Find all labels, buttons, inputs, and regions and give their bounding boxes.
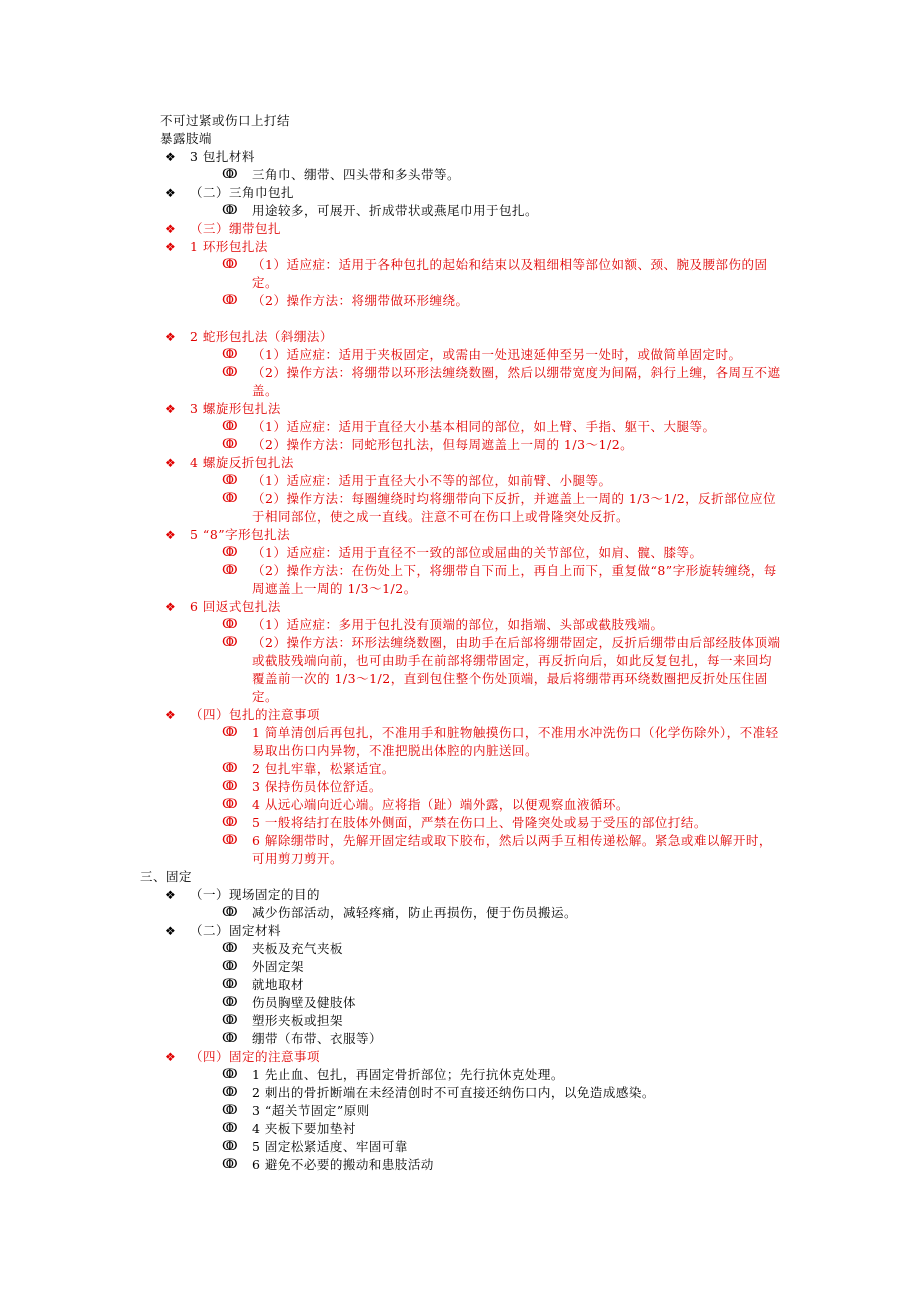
- line-text: 2 包扎牢靠，松紧适宜。: [252, 761, 395, 776]
- curl-bullet-icon: ↂ: [222, 995, 238, 1010]
- outline-item-level2: [0, 202, 920, 220]
- line-text: 1 简单清创后再包扎，不准用手和脏物触摸伤口，不准用水冲洗伤口（化学伤除外），不准轻易取出伤口内异物，不准把脱出体腔的内脏送回。: [252, 725, 779, 758]
- curl-bullet-icon: ↂ: [222, 761, 238, 776]
- line-text: （四）固定的注意事项: [190, 1049, 321, 1064]
- line-text: （2）操作方法：环形法缠绕数圈，由助手在后部将绷带固定，反折后绷带由后部经肢体顶端或截肢残端向前，也可由助手在前部将绷带固定，再反折向后，如此反复包扎，每一来回均覆盖前一次的 1/3～1/2，直到包住整个伤处顶端，最后将绷带再环绕数圈把反折处压住固定。: [252, 635, 781, 704]
- plain-line: [0, 130, 920, 148]
- outline-item-level2: [0, 490, 920, 526]
- curl-bullet-icon: ↂ: [222, 257, 238, 272]
- curl-bullet-icon: ↂ: [222, 1031, 238, 1046]
- line-text: （2）操作方法：每圈缠绕时均将绷带向下反折，并遮盖上一周的 1/3～1/2，反折部位应位于相同部位，使之成一直线。注意不可在伤口上或骨隆突处反折。: [252, 491, 777, 524]
- line-text: 3 包扎材料: [190, 149, 255, 164]
- curl-bullet-icon: ↂ: [222, 293, 238, 308]
- outline-item-level2: [0, 760, 920, 778]
- line-text: 5 一般将结打在肢体外侧面，严禁在伤口上、骨隆突处或易于受压的部位打结。: [252, 815, 707, 830]
- line-text: 用途较多，可展开、折成带状或燕尾巾用于包扎。: [252, 203, 539, 218]
- outline-item-level2: [0, 958, 920, 976]
- outline-item-level2: [0, 418, 920, 436]
- curl-bullet-icon: ↂ: [222, 905, 238, 920]
- outline-item-level1: [0, 1048, 920, 1066]
- curl-bullet-icon: ↂ: [222, 1157, 238, 1172]
- outline-item-level2: [0, 256, 920, 292]
- outline-item-level2: [0, 1120, 920, 1138]
- line-text: （一）现场固定的目的: [190, 887, 321, 902]
- line-text: （1）适应症：适用于直径大小不等的部位，如前臂、小腿等。: [252, 473, 612, 488]
- line-text: （2）操作方法：将绷带以环形法缠绕数圈，然后以绷带宽度为间隔，斜行上缠，各周互不遮盖。: [252, 365, 781, 398]
- line-text: 3 螺旋形包扎法: [190, 401, 281, 416]
- diamond-bullet-icon: ❖: [165, 924, 176, 938]
- diamond-bullet-icon: ❖: [165, 708, 176, 722]
- diamond-bullet-icon: ❖: [165, 1050, 176, 1064]
- outline-item-level2: [0, 292, 920, 310]
- outline-item-level1: [0, 328, 920, 346]
- line-text: 2 刺出的骨折断端在未经清创时不可直接还纳伤口内，以免造成感染。: [252, 1085, 655, 1100]
- line-text: 6 避免不必要的搬动和患肢活动: [252, 1157, 434, 1172]
- outline-item-level2: [0, 832, 920, 868]
- curl-bullet-icon: ↂ: [222, 635, 238, 650]
- curl-bullet-icon: ↂ: [222, 1085, 238, 1100]
- line-text: 夹板及充气夹板: [252, 941, 344, 956]
- curl-bullet-icon: ↂ: [222, 1013, 238, 1028]
- line-text: （1）适应症：适用于夹板固定，或需由一处迅速延伸至另一处时，或做简单固定时。: [252, 347, 742, 362]
- curl-bullet-icon: ↂ: [222, 815, 238, 830]
- outline-item-level2: [0, 778, 920, 796]
- outline-item-level2: [0, 1156, 920, 1174]
- outline-item-level2: [0, 904, 920, 922]
- curl-bullet-icon: ↂ: [222, 833, 238, 848]
- section-heading: [0, 868, 920, 886]
- diamond-bullet-icon: ❖: [165, 240, 176, 254]
- outline-item-level1: [0, 400, 920, 418]
- outline-item-level1: [0, 598, 920, 616]
- outline-item-level2: [0, 940, 920, 958]
- curl-bullet-icon: ↂ: [222, 941, 238, 956]
- line-text: 3 “超关节固定”原则: [252, 1103, 370, 1118]
- line-text: （二）固定材料: [190, 923, 282, 938]
- outline-item-level2: [0, 724, 920, 760]
- plain-line: [0, 112, 920, 130]
- curl-bullet-icon: ↂ: [222, 1103, 238, 1118]
- outline-item-level2: [0, 166, 920, 184]
- curl-bullet-icon: ↂ: [222, 365, 238, 380]
- curl-bullet-icon: ↂ: [222, 347, 238, 362]
- curl-bullet-icon: ↂ: [222, 977, 238, 992]
- outline-item-level1: [0, 184, 920, 202]
- outline-item-level2: [0, 634, 920, 706]
- line-text: （1）适应症：适用于直径大小基本相同的部位，如上臂、手指、躯干、大腿等。: [252, 419, 716, 434]
- outline-item-level2: [0, 1030, 920, 1048]
- outline-item-level2: [0, 814, 920, 832]
- line-text: （三）绷带包扎: [190, 221, 282, 236]
- line-text: 4 从远心端向近心端。应将指（趾）端外露，以便观察血液循环。: [252, 797, 629, 812]
- outline-item-level2: [0, 1066, 920, 1084]
- outline-item-level2: [0, 976, 920, 994]
- line-text: 不可过紧或伤口上打结: [160, 113, 291, 128]
- line-text: 就地取材: [252, 977, 305, 992]
- curl-bullet-icon: ↂ: [222, 563, 238, 578]
- curl-bullet-icon: ↂ: [222, 437, 238, 452]
- blank-line: [0, 310, 920, 328]
- line-text: （四）包扎的注意事项: [190, 707, 321, 722]
- outline-item-level2: [0, 436, 920, 454]
- curl-bullet-icon: ↂ: [222, 725, 238, 740]
- line-text: （1）适应症：多用于包扎没有顶端的部位，如指端、头部或截肢残端。: [252, 617, 664, 632]
- curl-bullet-icon: ↂ: [222, 491, 238, 506]
- diamond-bullet-icon: ❖: [165, 150, 176, 164]
- line-text: 绷带（布带、衣服等）: [252, 1031, 383, 1046]
- line-text: 4 螺旋反折包扎法: [190, 455, 294, 470]
- line-text: 5 “8”字形包扎法: [190, 527, 291, 542]
- line-text: 1 环形包扎法: [190, 239, 268, 254]
- diamond-bullet-icon: ❖: [165, 528, 176, 542]
- outline-item-level2: [0, 1102, 920, 1120]
- outline-item-level1: [0, 220, 920, 238]
- line-text: 1 先止血、包扎，再固定骨折部位；先行抗休克处理。: [252, 1067, 564, 1082]
- curl-bullet-icon: ↂ: [222, 779, 238, 794]
- line-text: 4 夹板下要加垫衬: [252, 1121, 356, 1136]
- curl-bullet-icon: ↂ: [222, 419, 238, 434]
- curl-bullet-icon: ↂ: [222, 167, 238, 182]
- line-text: 6 解除绷带时，先解开固定结或取下胶布，然后以两手互相传递松解。紧急或难以解开时，可用剪刀剪开。: [252, 833, 772, 866]
- line-text: （2）操作方法：在伤处上下，将绷带自下而上，再自上而下，重复做“8”字形旋转缠绕，每周遮盖上一周的 1/3～1/2。: [252, 563, 777, 596]
- diamond-bullet-icon: ❖: [165, 888, 176, 902]
- diamond-bullet-icon: ❖: [165, 402, 176, 416]
- curl-bullet-icon: ↂ: [222, 1121, 238, 1136]
- line-text: （1）适应症：适用于直径不一致的部位或屈曲的关节部位，如肩、髋、膝等。: [252, 545, 703, 560]
- outline-item-level2: [0, 994, 920, 1012]
- curl-bullet-icon: ↂ: [222, 473, 238, 488]
- outline-item-level2: [0, 1084, 920, 1102]
- curl-bullet-icon: ↂ: [222, 203, 238, 218]
- diamond-bullet-icon: ❖: [165, 456, 176, 470]
- curl-bullet-icon: ↂ: [222, 1139, 238, 1154]
- outline-item-level1: [0, 922, 920, 940]
- outline-item-level1: [0, 706, 920, 724]
- outline-item-level1: [0, 526, 920, 544]
- outline-item-level2: [0, 544, 920, 562]
- line-text: 5 固定松紧适度、牢固可靠: [252, 1139, 408, 1154]
- curl-bullet-icon: ↂ: [222, 1067, 238, 1082]
- outline-item-level2: [0, 562, 920, 598]
- diamond-bullet-icon: ❖: [165, 222, 176, 236]
- line-text: 2 蛇形包扎法（斜绷法）: [190, 329, 333, 344]
- diamond-bullet-icon: ❖: [165, 186, 176, 200]
- curl-bullet-icon: ↂ: [222, 617, 238, 632]
- outline-item-level2: [0, 346, 920, 364]
- outline-item-level1: [0, 454, 920, 472]
- line-text: 三、固定: [140, 869, 193, 884]
- curl-bullet-icon: ↂ: [222, 797, 238, 812]
- line-text: 伤员胸壁及健肢体: [252, 995, 357, 1010]
- line-text: （2）操作方法：将绷带做环形缠绕。: [252, 293, 469, 308]
- curl-bullet-icon: ↂ: [222, 545, 238, 560]
- outline-item-level2: [0, 472, 920, 490]
- outline-item-level2: [0, 796, 920, 814]
- line-text: 三角巾、绷带、四头带和多头带等。: [252, 167, 461, 182]
- outline-item-level2: [0, 1012, 920, 1030]
- outline-item-level1: [0, 886, 920, 904]
- outline-item-level2: [0, 1138, 920, 1156]
- document-body: [0, 112, 920, 1174]
- line-text: 暴露肢端: [160, 131, 213, 146]
- line-text: 3 保持伤员体位舒适。: [252, 779, 382, 794]
- line-text: 塑形夹板或担架: [252, 1013, 344, 1028]
- diamond-bullet-icon: ❖: [165, 330, 176, 344]
- line-text: （2）操作方法：同蛇形包扎法，但每周遮盖上一周的 1/3～1/2。: [252, 437, 634, 452]
- curl-bullet-icon: ↂ: [222, 959, 238, 974]
- outline-item-level2: [0, 364, 920, 400]
- outline-item-level2: [0, 616, 920, 634]
- line-text: 减少伤部活动，减轻疼痛，防止再损伤，便于伤员搬运。: [252, 905, 578, 920]
- line-text: 外固定架: [252, 959, 305, 974]
- outline-item-level1: [0, 148, 920, 166]
- diamond-bullet-icon: ❖: [165, 600, 176, 614]
- line-text: 6 回返式包扎法: [190, 599, 281, 614]
- outline-item-level1: [0, 238, 920, 256]
- line-text: （二）三角巾包扎: [190, 185, 295, 200]
- line-text: （1）适应症：适用于各种包扎的起始和结束以及粗细相等部位如额、颈、腕及腰部伤的固定。: [252, 257, 768, 290]
